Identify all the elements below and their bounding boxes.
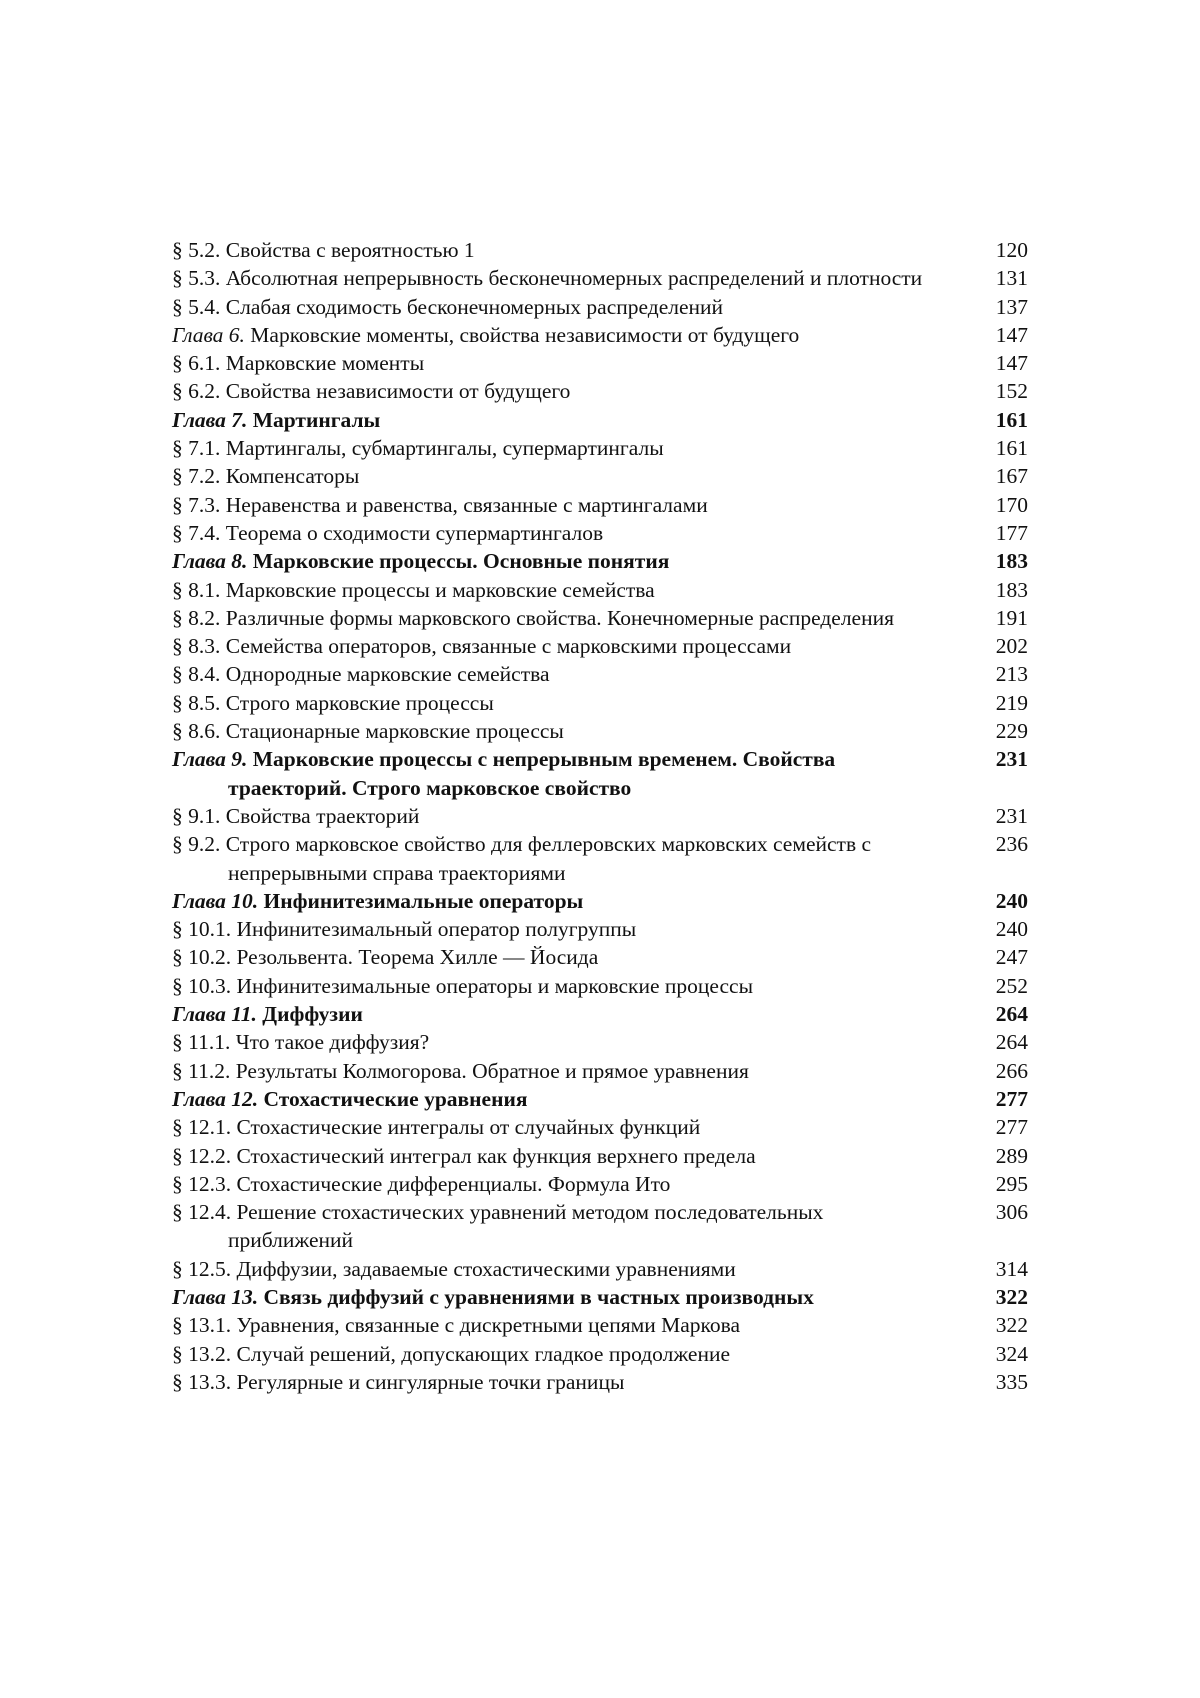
toc-entry-title <box>172 604 1028 632</box>
toc-chapter-row <box>172 1283 1028 1311</box>
chapter-label: Глава 8. <box>172 549 248 574</box>
toc-page-number: 191 <box>995 605 1028 630</box>
toc-page-number: 131 <box>995 266 1028 291</box>
toc-entry-text: § 8.1. Марковские процессы и марковские семейства <box>172 577 655 602</box>
toc-page-number: 277 <box>995 1086 1028 1111</box>
toc-page-number: 231 <box>995 803 1028 828</box>
toc-entry-title <box>172 293 1028 321</box>
chapter-label: Глава 10. <box>172 888 259 913</box>
toc-section-row <box>172 1198 1028 1255</box>
toc-entry-text: Инфинитезимальные операторы <box>258 888 584 913</box>
toc-entry-text: Диффузии <box>256 1002 363 1027</box>
toc-entry-text: Марковские процессы. Основные понятия <box>247 549 670 574</box>
toc-section-row <box>172 1142 1028 1170</box>
toc-entry-title <box>172 830 1028 887</box>
toc-entry-text: § 12.3. Стохастические дифференциалы. Формула Ито <box>172 1171 671 1196</box>
toc-section-row <box>172 1057 1028 1085</box>
toc-chapter-row <box>172 1085 1028 1113</box>
toc-entry-title <box>172 406 1028 434</box>
toc-entry-text: § 11.2. Результаты Колмогорова. Обратное и прямое уравнения <box>172 1058 749 1083</box>
toc-page-number: 306 <box>995 1200 1028 1225</box>
toc-page-number: 335 <box>995 1369 1028 1394</box>
toc-section-row <box>172 632 1028 660</box>
toc-section-row <box>172 1255 1028 1283</box>
toc-page-number: 229 <box>995 719 1028 744</box>
toc-entry-text: § 7.1. Мартингалы, субмартингалы, супермартингалы <box>172 436 664 461</box>
toc-entry-text: § 7.2. Компенсаторы <box>172 464 360 489</box>
toc-section-row <box>172 349 1028 377</box>
toc-section-row <box>172 293 1028 321</box>
toc-section-row <box>172 689 1028 717</box>
toc-section-row <box>172 236 1028 264</box>
toc-chapter-row <box>172 887 1028 915</box>
toc-page-number: 202 <box>995 634 1028 659</box>
toc-page-number: 161 <box>995 436 1028 461</box>
toc-entry-title <box>172 462 1028 490</box>
toc-section-row <box>172 1028 1028 1056</box>
chapter-label: Глава 9. <box>172 747 248 772</box>
chapter-label: Глава 7. <box>172 407 248 432</box>
toc-entry-text: § 5.2. Свойства с вероятностью 1 <box>172 238 475 262</box>
toc-entry-title <box>172 660 1028 688</box>
toc-page-number: 277 <box>995 1115 1028 1140</box>
toc-section-row <box>172 1113 1028 1141</box>
toc-entry-text: § 9.2. Строго марковское свойство для феллеровских марковских семейств с непрерывными справа траекториями <box>172 832 872 885</box>
toc-page-number: 324 <box>995 1341 1028 1366</box>
toc-entry-text: § 10.1. Инфинитезимальный оператор полугруппы <box>172 917 637 942</box>
toc-section-row <box>172 1340 1028 1368</box>
toc-entry-title <box>172 887 1028 915</box>
toc-page-number: 177 <box>995 520 1028 545</box>
table-of-contents <box>172 236 1028 1396</box>
toc-section-row <box>172 491 1028 519</box>
toc-entry-title <box>172 519 1028 547</box>
toc-entry-title <box>172 1340 1028 1368</box>
toc-entry-title <box>172 745 1028 802</box>
toc-entry-title <box>172 264 1028 292</box>
toc-entry-title <box>172 1085 1028 1113</box>
chapter-label: Глава 6. <box>172 322 245 347</box>
toc-entry-text: § 8.3. Семейства операторов, связанные с марковскими процессами <box>172 634 792 659</box>
toc-entry-title <box>172 1170 1028 1198</box>
toc-section-row <box>172 943 1028 971</box>
toc-section-row <box>172 576 1028 604</box>
toc-entry-title <box>172 377 1028 405</box>
toc-page-number: 213 <box>995 662 1028 687</box>
toc-entry-title <box>172 547 1028 575</box>
toc-page-number: 161 <box>995 407 1028 432</box>
toc-entry-title <box>172 1028 1028 1056</box>
toc-entry-title <box>172 1283 1028 1311</box>
toc-entry-text: § 12.2. Стохастический интеграл как функция верхнего предела <box>172 1143 756 1168</box>
toc-entry-text: § 11.1. Что такое диффузия? <box>172 1030 430 1055</box>
toc-entry-text: § 10.2. Резольвента. Теорема Хилле — Йосида <box>172 945 599 970</box>
toc-page-number: 236 <box>995 832 1028 857</box>
toc-entry-title <box>172 972 1028 1000</box>
toc-entry-text: § 13.2. Случай решений, допускающих гладкое продолжение <box>172 1341 731 1366</box>
toc-section-row <box>172 377 1028 405</box>
toc-entry-text: § 6.1. Марковские моменты <box>172 351 425 376</box>
toc-entry-text: § 7.3. Неравенства и равенства, связанные с мартингалами <box>172 492 708 517</box>
toc-entry-text: § 13.1. Уравнения, связанные с дискретными цепями Маркова <box>172 1313 741 1338</box>
toc-chapter-row <box>172 1000 1028 1028</box>
toc-entry-text: § 9.1. Свойства траекторий <box>172 803 420 828</box>
toc-entry-title <box>172 1142 1028 1170</box>
toc-page-number: 247 <box>995 945 1028 970</box>
toc-section-row <box>172 264 1028 292</box>
chapter-label: Глава 12. <box>172 1086 259 1111</box>
toc-page-number: 240 <box>995 917 1028 942</box>
toc-page-number: 147 <box>995 322 1028 347</box>
toc-page-number: 120 <box>995 238 1028 262</box>
toc-entry-text: § 8.6. Стационарные марковские процессы <box>172 719 564 744</box>
toc-page-number: 322 <box>995 1313 1028 1338</box>
toc-page-number: 240 <box>995 888 1028 913</box>
toc-entry-text: § 8.5. Строго марковские процессы <box>172 690 494 715</box>
toc-entry-text: § 8.4. Однородные марковские семейства <box>172 662 550 687</box>
toc-page-number: 264 <box>995 1002 1028 1027</box>
toc-entry-text: Связь диффузий с уравнениями в частных производных <box>258 1284 814 1309</box>
toc-page-number: 183 <box>995 549 1028 574</box>
toc-entry-title <box>172 1311 1028 1339</box>
toc-section-row <box>172 604 1028 632</box>
toc-page-number: 266 <box>995 1058 1028 1083</box>
toc-entry-title <box>172 915 1028 943</box>
toc-section-row <box>172 434 1028 462</box>
toc-chapter-row <box>172 745 1028 802</box>
toc-entry-title <box>172 632 1028 660</box>
toc-entry-text: § 5.4. Слабая сходимость бесконечномерных распределений <box>172 294 724 319</box>
toc-section-row <box>172 519 1028 547</box>
toc-entry-title <box>172 802 1028 830</box>
toc-page-number: 295 <box>995 1171 1028 1196</box>
toc-section-row <box>172 1170 1028 1198</box>
toc-entry-title <box>172 321 1028 349</box>
toc-section-row <box>172 1368 1028 1396</box>
toc-entry-title <box>172 689 1028 717</box>
toc-entry-text: Марковские процессы с непрерывным временем. Свойства траекторий. Строго марковское свойство <box>228 747 836 800</box>
toc-page-number: 147 <box>995 351 1028 376</box>
toc-page-number: 183 <box>995 577 1028 602</box>
toc-entry-text: § 10.3. Инфинитезимальные операторы и марковские процессы <box>172 973 754 998</box>
toc-entry-text: § 12.1. Стохастические интегралы от случайных функций <box>172 1115 701 1140</box>
toc-section-row <box>172 972 1028 1000</box>
toc-page-number: 252 <box>995 973 1028 998</box>
toc-page-number: 322 <box>995 1284 1028 1309</box>
toc-page-number: 264 <box>995 1030 1028 1055</box>
toc-page-number: 137 <box>995 294 1028 319</box>
toc-page-number: 170 <box>995 492 1028 517</box>
toc-entry-text: § 12.5. Диффузии, задаваемые стохастическими уравнениями <box>172 1256 736 1281</box>
toc-entry-text: § 8.2. Различные формы марковского свойства. Конечномерные распределения <box>172 605 894 630</box>
toc-section-row <box>172 915 1028 943</box>
toc-entry-text: § 5.3. Абсолютная непрерывность бесконечномерных распределений и плотности <box>172 266 923 291</box>
toc-page-number: 167 <box>995 464 1028 489</box>
toc-section-row <box>172 830 1028 887</box>
chapter-label: Глава 13. <box>172 1284 259 1309</box>
toc-entry-text: Марковские моменты, свойства независимости от будущего <box>244 322 800 347</box>
toc-entry-text: Мартингалы <box>247 407 381 432</box>
toc-chapter-row <box>172 547 1028 575</box>
toc-entry-title <box>172 349 1028 377</box>
toc-entry-text: § 7.4. Теорема о сходимости супермартингалов <box>172 520 604 545</box>
toc-entry-title <box>172 1198 1028 1255</box>
toc-page-number: 219 <box>995 690 1028 715</box>
toc-entry-title <box>172 1255 1028 1283</box>
toc-page-number: 289 <box>995 1143 1028 1168</box>
toc-section-row <box>172 802 1028 830</box>
toc-entry-title <box>172 491 1028 519</box>
toc-chapter-row <box>172 406 1028 434</box>
toc-entry-text: § 6.2. Свойства независимости от будущего <box>172 379 571 404</box>
toc-section-row <box>172 660 1028 688</box>
toc-page-number: 314 <box>995 1256 1028 1281</box>
toc-section-row <box>172 462 1028 490</box>
toc-entry-title <box>172 1000 1028 1028</box>
toc-page-number: 152 <box>995 379 1028 404</box>
chapter-label: Глава 11. <box>172 1002 257 1027</box>
toc-entry-title <box>172 717 1028 745</box>
toc-entry-title <box>172 1368 1028 1396</box>
toc-entry-title <box>172 943 1028 971</box>
toc-entry-title <box>172 576 1028 604</box>
toc-entry-text: § 12.4. Решение стохастических уравнений методом последовательных приближений <box>172 1200 824 1253</box>
toc-section-row <box>172 717 1028 745</box>
toc-section-row <box>172 1311 1028 1339</box>
toc-entry-title <box>172 236 1028 264</box>
toc-entry-title <box>172 1113 1028 1141</box>
toc-entry-text: Стохастические уравнения <box>258 1086 528 1111</box>
toc-page-number: 231 <box>995 747 1028 772</box>
toc-entry-title <box>172 1057 1028 1085</box>
toc-chapter-row <box>172 321 1028 349</box>
toc-entry-title <box>172 434 1028 462</box>
toc-entry-text: § 13.3. Регулярные и сингулярные точки границы <box>172 1369 625 1394</box>
